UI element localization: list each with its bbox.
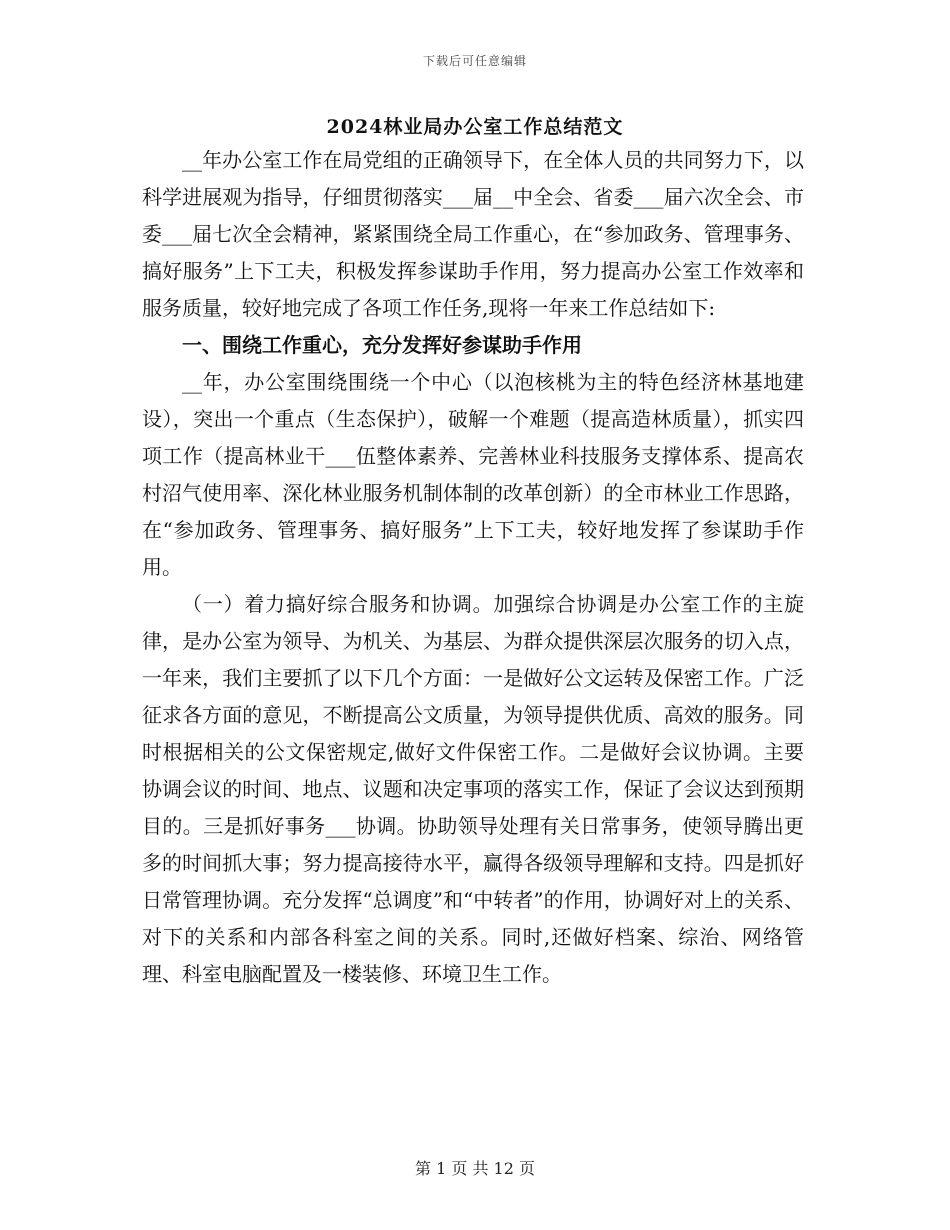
section-heading-1: 一、围绕工作重心，充分发挥好参谋助手作用 xyxy=(182,333,582,357)
intro-paragraph: __年办公室工作在局党组的正确领导下，在全体人员的共同努力下，以科学进展观为指导，仔细贯彻落实___届__中全会、省委___届六次全会、市委___届七次全会精神，紧紧围绕全局工作重心，在“参加政务、管理事务、搞好服务”上下工夫，积极发挥参谋助手作用，努力提高办公室工作效率和服务质量，较好地完成了各项工作任务,现将一年来工作总结如下: xyxy=(142,148,804,320)
page-footer: 第 1 页 共 12 页 xyxy=(415,1159,535,1178)
document-title: 2024林业局办公室工作总结范文 xyxy=(326,116,624,138)
page-header-note: 下载后可任意编辑 xyxy=(422,54,527,68)
document-body xyxy=(142,142,804,993)
section-1-paragraph: __年，办公室围绕围绕一个中心（以泡核桃为主的特色经济林基地建设），突出一个重点（生态保护），破解一个难题（提高造林质量），抓实四项工作（提高林业干___伍整体素养、完善林业科技服务支撑体系、提高农村沼气使用率、深化林业服务机制体制的改革创新）的全市林业工作思路，在“参加政务、管理事务、搞好服务”上下工夫，较好地发挥了参谋助手作用。 xyxy=(142,370,804,579)
subsection-1-paragraph: （一）着力搞好综合服务和协调。加强综合协调是办公室工作的主旋律，是办公室为领导、为机关、为基层、为群众提供深层次服务的切入点，一年来，我们主要抓了以下几个方面：一是做好公文运转及保密工作。广泛征求各方面的意见，不断提高公文质量，为领导提供优质、高效的服务。同时根据相关的公文保密规定,做好文件保密工作。二是做好会议协调。主要协调会议的时间、地点、议题和决定事项的落实工作，保证了会议达到预期目的。三是抓好事务___协调。协助领导处理有关日常事务，使领导腾出更多的时间抓大事；努力提高接待水平，赢得各级领导理解和支持。四是抓好日常管理协调。充分发挥“总调度”和“中转者”的作用，协调好对上的关系、对下的关系和内部各科室之间的关系。同时,还做好档案、综治、网络管理、科室电脑配置及一楼装修、环境卫生工作。 xyxy=(142,592,804,986)
